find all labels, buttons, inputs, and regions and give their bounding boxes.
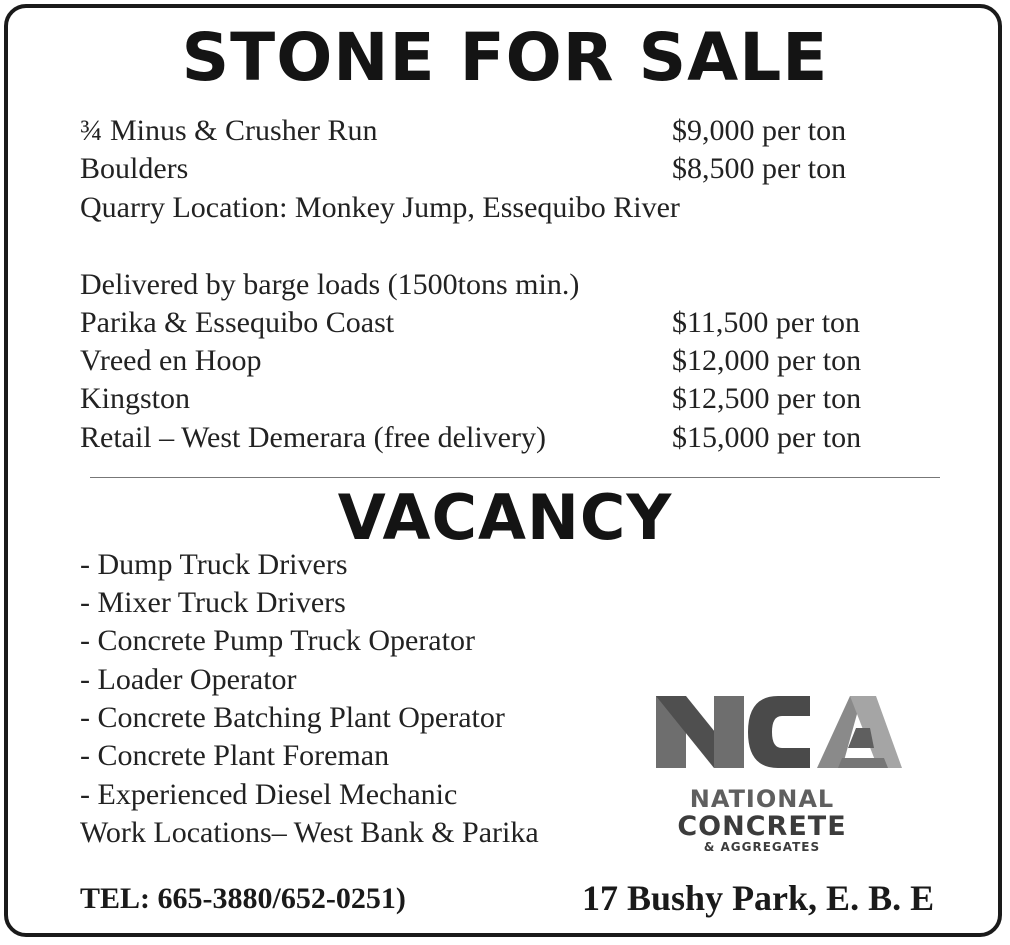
delivery-area-vreed-en-hoop: Vreed en Hoop (80, 344, 262, 377)
delivery-price-retail: $15,000 per ton (672, 421, 862, 454)
vacancy-position: - Concrete Plant Foreman (80, 739, 390, 772)
stone-for-sale-heading: STONE FOR SALE (181, 19, 829, 96)
vacancy-position: - Mixer Truck Drivers (80, 586, 346, 619)
delivery-area-kingston: Kingston (80, 382, 191, 415)
logo-text-aggregates: & AGGREGATES (703, 840, 821, 854)
quarry-location: Quarry Location: Monkey Jump, Essequibo River (80, 191, 680, 224)
vacancy-position: - Loader Operator (80, 663, 297, 696)
vacancy-position: - Dump Truck Drivers (80, 548, 348, 581)
delivery-price-parika: $11,500 per ton (672, 306, 861, 339)
delivery-price-vreed-en-hoop: $12,000 per ton (672, 344, 862, 377)
delivery-price-kingston: $12,500 per ton (672, 382, 862, 415)
product-price-boulders: $8,500 per ton (672, 152, 847, 185)
vacancy-heading: VACANCY (337, 481, 673, 554)
logo-text-concrete: CONCRETE (677, 811, 847, 842)
section-divider (90, 477, 940, 478)
delivery-heading: Delivered by barge loads (1500tons min.) (80, 268, 580, 301)
vacancy-position: - Experienced Diesel Mechanic (80, 778, 458, 811)
product-name-boulders: Boulders (80, 152, 189, 185)
work-locations: Work Locations– West Bank & Parika (80, 816, 539, 849)
vacancy-position: - Concrete Pump Truck Operator (80, 624, 475, 657)
address: 17 Bushy Park, E. B. E (582, 878, 935, 918)
telephone-number: TEL: 665-3880/652-0251) (80, 882, 406, 915)
vacancy-position: - Concrete Batching Plant Operator (80, 701, 505, 734)
product-name-crusher-run: ¾ Minus & Crusher Run (80, 114, 378, 147)
product-price-crusher-run: $9,000 per ton (672, 114, 847, 147)
delivery-area-retail: Retail – West Demerara (free delivery) (80, 421, 546, 454)
delivery-area-parika: Parika & Essequibo Coast (80, 306, 395, 339)
logo-text-national: NATIONAL (689, 785, 835, 813)
